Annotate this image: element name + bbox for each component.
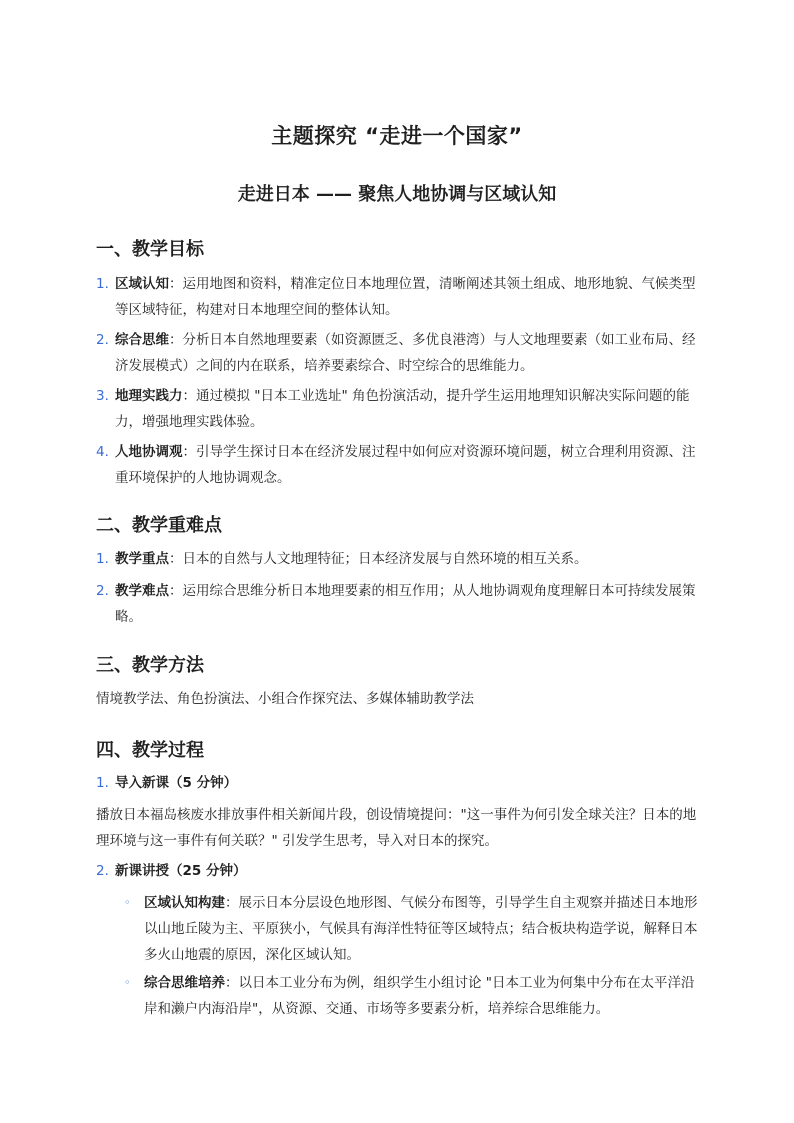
item-term: 区域认知构建: [144, 895, 225, 911]
item-text: ：引导学生探讨日本在经济发展过程中如何应对资源环境问题，树立合理利用资源、注重环境保护的人地协调观念。: [115, 444, 696, 486]
list-number: 2.: [96, 332, 109, 348]
item-text: ：通过模拟 "日本工业选址" 角色扮演活动，提升学生运用地理知识解决实际问题的能力，增强地理实践体验。: [115, 388, 690, 430]
document-title: 主题探究 “走进一个国家”: [271, 124, 523, 148]
item-text: ：运用地图和资料，精准定位日本地理位置，清晰阐述其领土组成、地形地貌、气候类型等区域特征，构建对日本地理空间的整体认知。: [115, 276, 696, 318]
bullet-dot: ◦: [124, 976, 131, 989]
section-heading-methods: 三、教学方法: [96, 655, 204, 676]
list-number: 1.: [96, 551, 109, 567]
list-number: 1.: [96, 276, 109, 292]
item-term: 人地协调观: [115, 444, 183, 460]
item-term: 导入新课（5 分钟）: [115, 775, 238, 791]
list-number: 2.: [96, 863, 109, 879]
item-text: ：以日本工业分布为例，组织学生小组讨论 "日本工业为何集中分布在太平洋沿岸和濑户内海沿岸"，从资源、交通、市场等多要素分析，培养综合思维能力。: [144, 975, 695, 1017]
list-item: [96, 383, 696, 435]
document-subtitle: 走进日本 —— 聚焦人地协调与区域认知: [237, 184, 557, 205]
section-heading-process: 四、教学过程: [96, 740, 204, 761]
bullet-item: [124, 970, 704, 1022]
list-item: [96, 439, 696, 491]
list-number: 3.: [96, 388, 109, 404]
item-term: 教学难点: [115, 583, 169, 599]
list-item: [96, 546, 696, 572]
list-item: [96, 858, 696, 884]
item-term: 新课讲授（25 分钟）: [115, 863, 247, 879]
item-term: 区域认知: [115, 276, 169, 292]
item-term: 综合思维: [115, 332, 169, 348]
item-text: ：日本的自然与人文地理特征；日本经济发展与自然环境的相互关系。: [169, 551, 588, 567]
list-number: 4.: [96, 444, 109, 460]
item-term: 地理实践力: [115, 388, 183, 404]
list-item: [96, 271, 696, 323]
item-text: ：运用综合思维分析日本地理要素的相互作用；从人地协调观角度理解日本可持续发展策略。: [115, 583, 696, 625]
methods-text: 情境教学法、角色扮演法、小组合作探究法、多媒体辅助教学法: [96, 691, 474, 707]
list-item: [96, 578, 696, 630]
section-heading-key-points: 二、教学重难点: [96, 515, 222, 536]
item-text: ：分析日本自然地理要素（如资源匮乏、多优良港湾）与人文地理要素（如工业布局、经济发展模式）之间的内在联系，培养要素综合、时空综合的思维能力。: [115, 332, 696, 374]
bullet-dot: ◦: [124, 896, 131, 909]
item-text: ：展示日本分层设色地形图、气候分布图等，引导学生自主观察并描述日本地形以山地丘陵为主、平原狭小，气候具有海洋性特征等区域特点；结合板块构造学说，解释日本多火山地震的原因，深化区域认知。: [144, 895, 698, 963]
item-term: 教学重点: [115, 551, 169, 567]
section-heading-objectives: 一、教学目标: [96, 239, 204, 260]
bullet-item: [124, 890, 704, 968]
intro-paragraph: 播放日本福岛核废水排放事件相关新闻片段，创设情境提问："这一事件为何引发全球关注？日本的地理环境与这一事件有何关联？" 引发学生思考，导入对日本的探究。: [96, 807, 697, 849]
item-term: 综合思维培养: [144, 975, 225, 991]
list-item: [96, 327, 696, 379]
list-number: 2.: [96, 583, 109, 599]
list-item: [96, 770, 696, 796]
list-number: 1.: [96, 775, 109, 791]
